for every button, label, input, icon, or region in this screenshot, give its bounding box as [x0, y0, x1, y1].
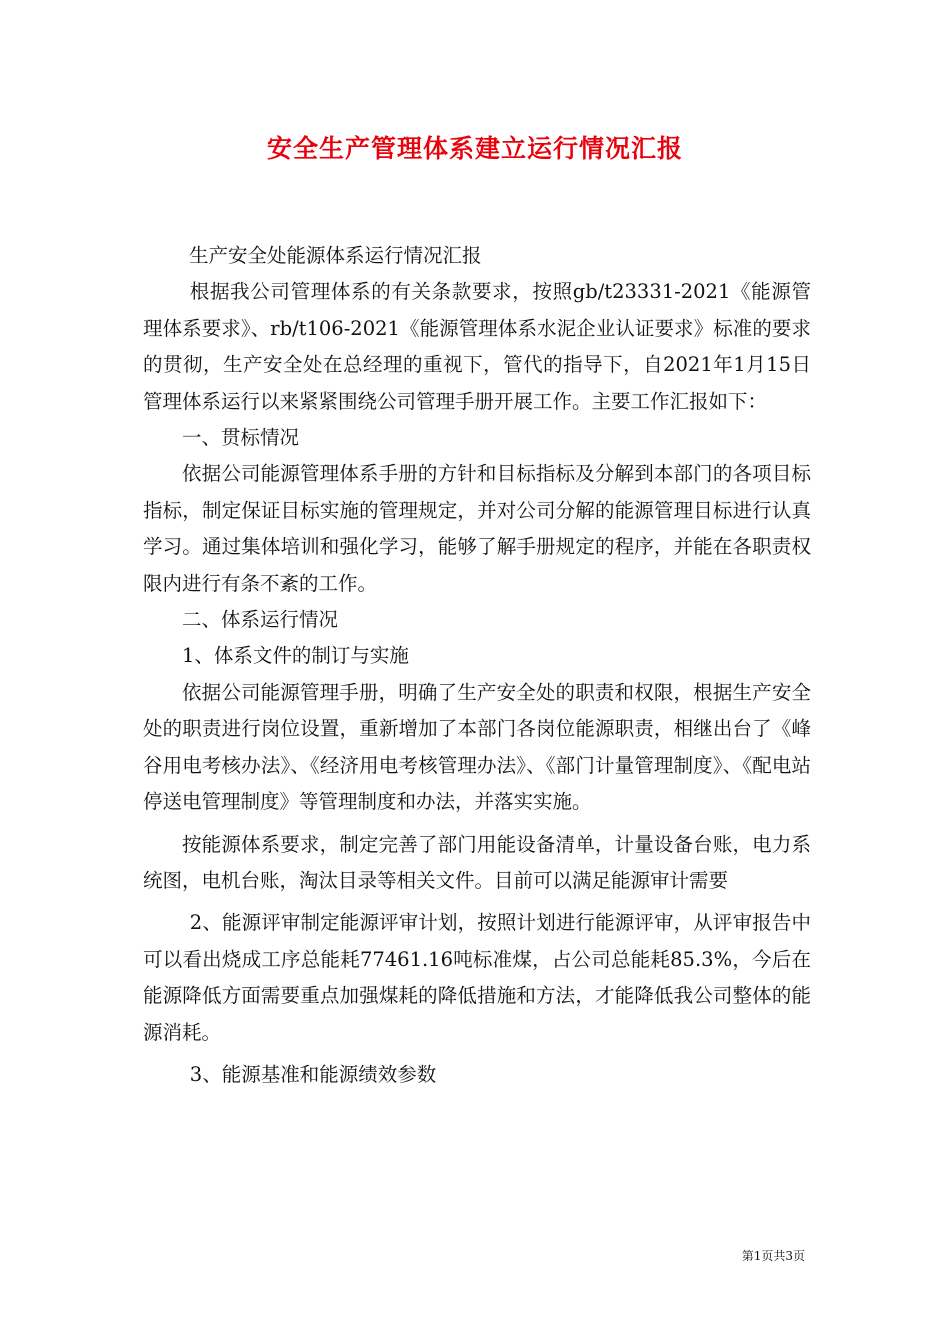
subsection-heading-3: 3、能源基准和能源绩效参数 [189, 1062, 437, 1086]
document-body [143, 238, 811, 1093]
section-heading-2: 二、体系运行情况 [182, 608, 339, 632]
section-heading-1: 一、贯标情况 [182, 426, 300, 450]
paragraph-intro: 根据我公司管理体系的有关条款要求，按照gb/t23331-2021《能源管理体系要求》、rb/t106-2021《能源管理体系水泥企业认证要求》标准的要求的贯彻，生产安全处在总经理的重视下，管代的指导下，自2021年1月15日管理体系运行以来紧紧围绕公司管理手册开展工作。主要工作汇报如下： [143, 280, 811, 413]
subsection-heading-1: 1、体系文件的制订与实施 [182, 644, 409, 668]
paragraph-standards: 依据公司能源管理体系手册的方针和目标指标及分解到本部门的各项目标指标，制定保证目标实施的管理规定，并对公司分解的能源管理目标进行认真学习。通过集体培训和强化学习，能够了解手册规定的程序，并能在各职责权限内进行有条不紊的工作。 [143, 462, 811, 595]
paragraph-energy-review: 2、能源评审制定能源评审计划，按照计划进行能源评审，从评审报告中可以看出烧成工序总能耗77461.16吨标准煤，占公司总能耗85.3%，今后在能源降低方面需要重点加强煤耗的降低措施和方法，才能降低我公司整体的能源消耗。 [143, 911, 811, 1044]
page-footer: 第1页共3页 [741, 1249, 805, 1263]
page-title: 安全生产管理体系建立运行情况汇报 [266, 134, 683, 163]
document-subtitle: 生产安全处能源体系运行情况汇报 [189, 244, 482, 267]
paragraph-equipment: 按能源体系要求，制定完善了部门用能设备清单，计量设备台账，电力系统图，电机台账，淘汰目录等相关文件。目前可以满足能源审计需要 [143, 832, 811, 892]
paragraph-documents: 依据公司能源管理手册，明确了生产安全处的职责和权限，根据生产安全处的职责进行岗位设置，重新增加了本部门各岗位能源职责，相继出台了《峰谷用电考核办法》、《经济用电考核管理办法》、《部门计量管理制度》、《配电站停送电管理制度》等管理制度和办法，并落实实施。 [143, 680, 811, 814]
